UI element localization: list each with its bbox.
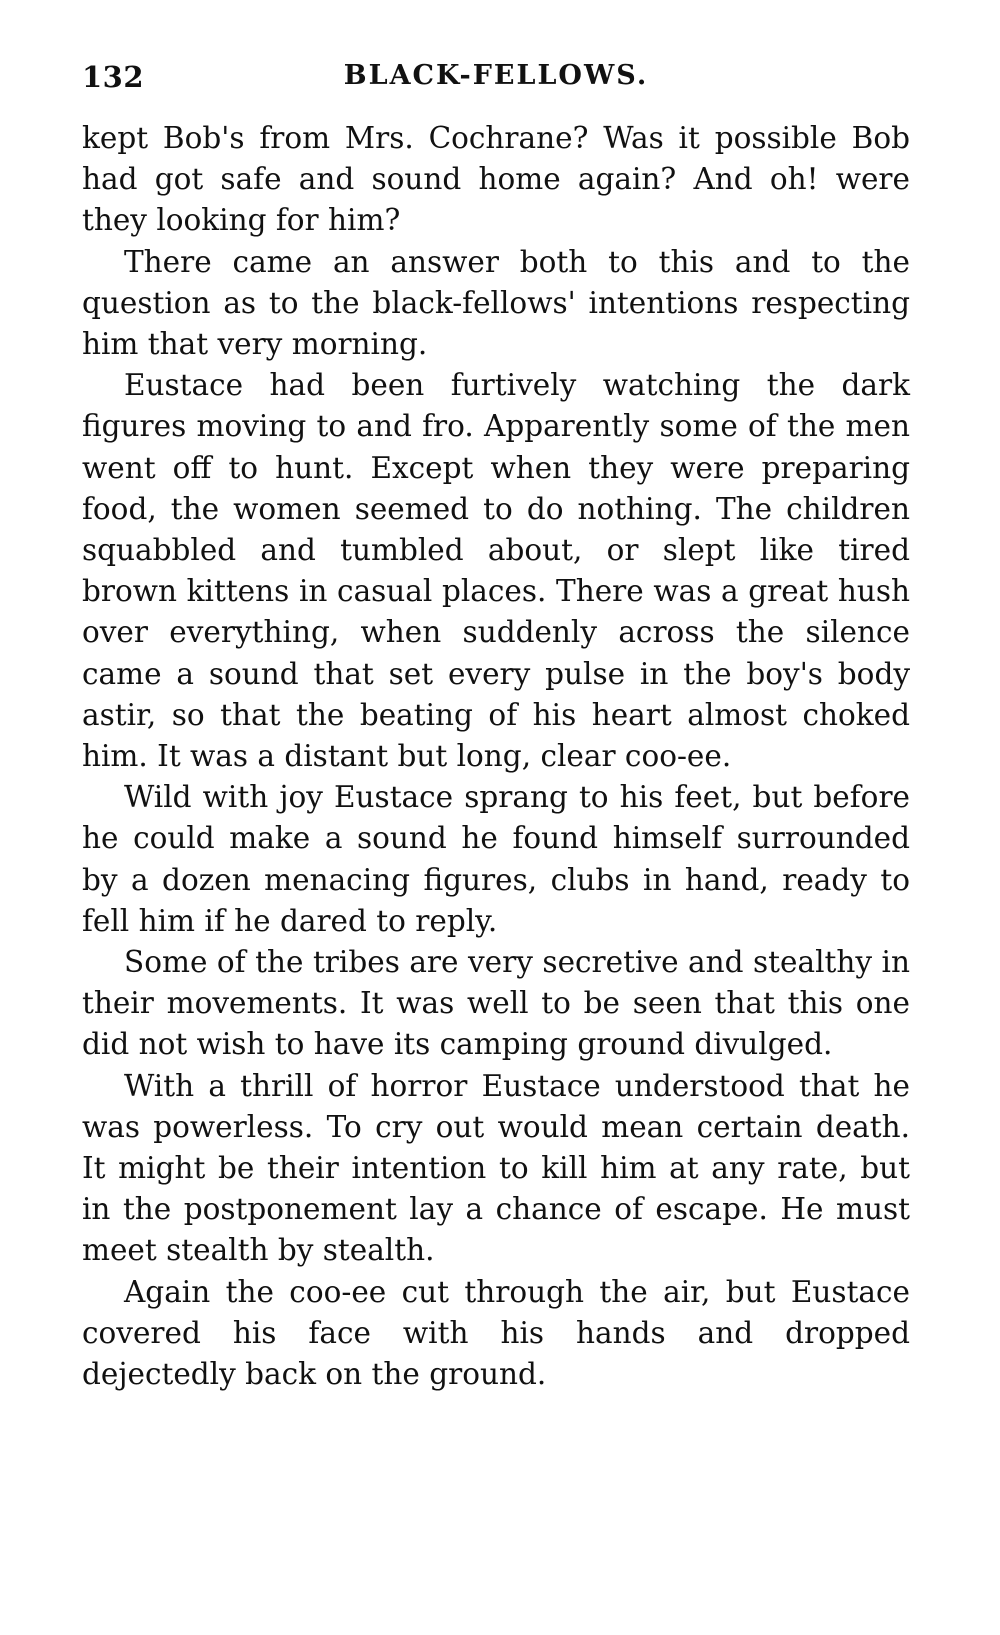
paragraph: Wild with joy Eustace sprang to his feet, but before he could make a sound he found himself surrounded by a dozen menacing figures, clubs in hand, ready to fell him if he dared to reply.	[82, 780, 910, 938]
page-number: 132	[82, 60, 145, 94]
paragraph: Again the coo-ee cut through the air, but Eustace covered his face with his hands and dropped dejectedly back on the ground.	[82, 1274, 910, 1392]
chapter-title: BLACK-FELLOWS.	[343, 60, 649, 91]
running-head	[82, 60, 910, 104]
paragraph: With a thrill of horror Eustace understood that he was powerless. To cry out would mean certain death. It might be their intention to kill him at any rate, but in the postponement lay a chance of escape. He must meet stealth by stealth.	[82, 1068, 910, 1268]
body-text	[82, 118, 910, 1395]
paragraph: Some of the tribes are very secretive and stealthy in their movements. It was well to be seen that this one did not wish to have its camping ground divulged.	[82, 945, 910, 1062]
paragraph-continued: kept Bob's from Mrs. Cochrane? Was it possible Bob had got safe and sound home again? And oh! were they looking for him?	[82, 121, 910, 238]
book-page	[82, 60, 910, 1395]
paragraph: Eustace had been furtively watching the dark figures moving to and fro. Apparently some of the men went off to hunt. Except when they were preparing food, the women seemed to do nothing. The children squabbled and tumbled about, or slept like tired brown kittens in casual places. There was a great hush over everything, when suddenly across the silence came a sound that set every pulse in the boy's body astir, so that the beating of his heart almost choked him. It was a distant but long, clear coo-ee.	[82, 368, 910, 774]
paragraph: There came an answer both to this and to the question as to the black-fellows' intentions respecting him that very morning.	[82, 244, 910, 362]
